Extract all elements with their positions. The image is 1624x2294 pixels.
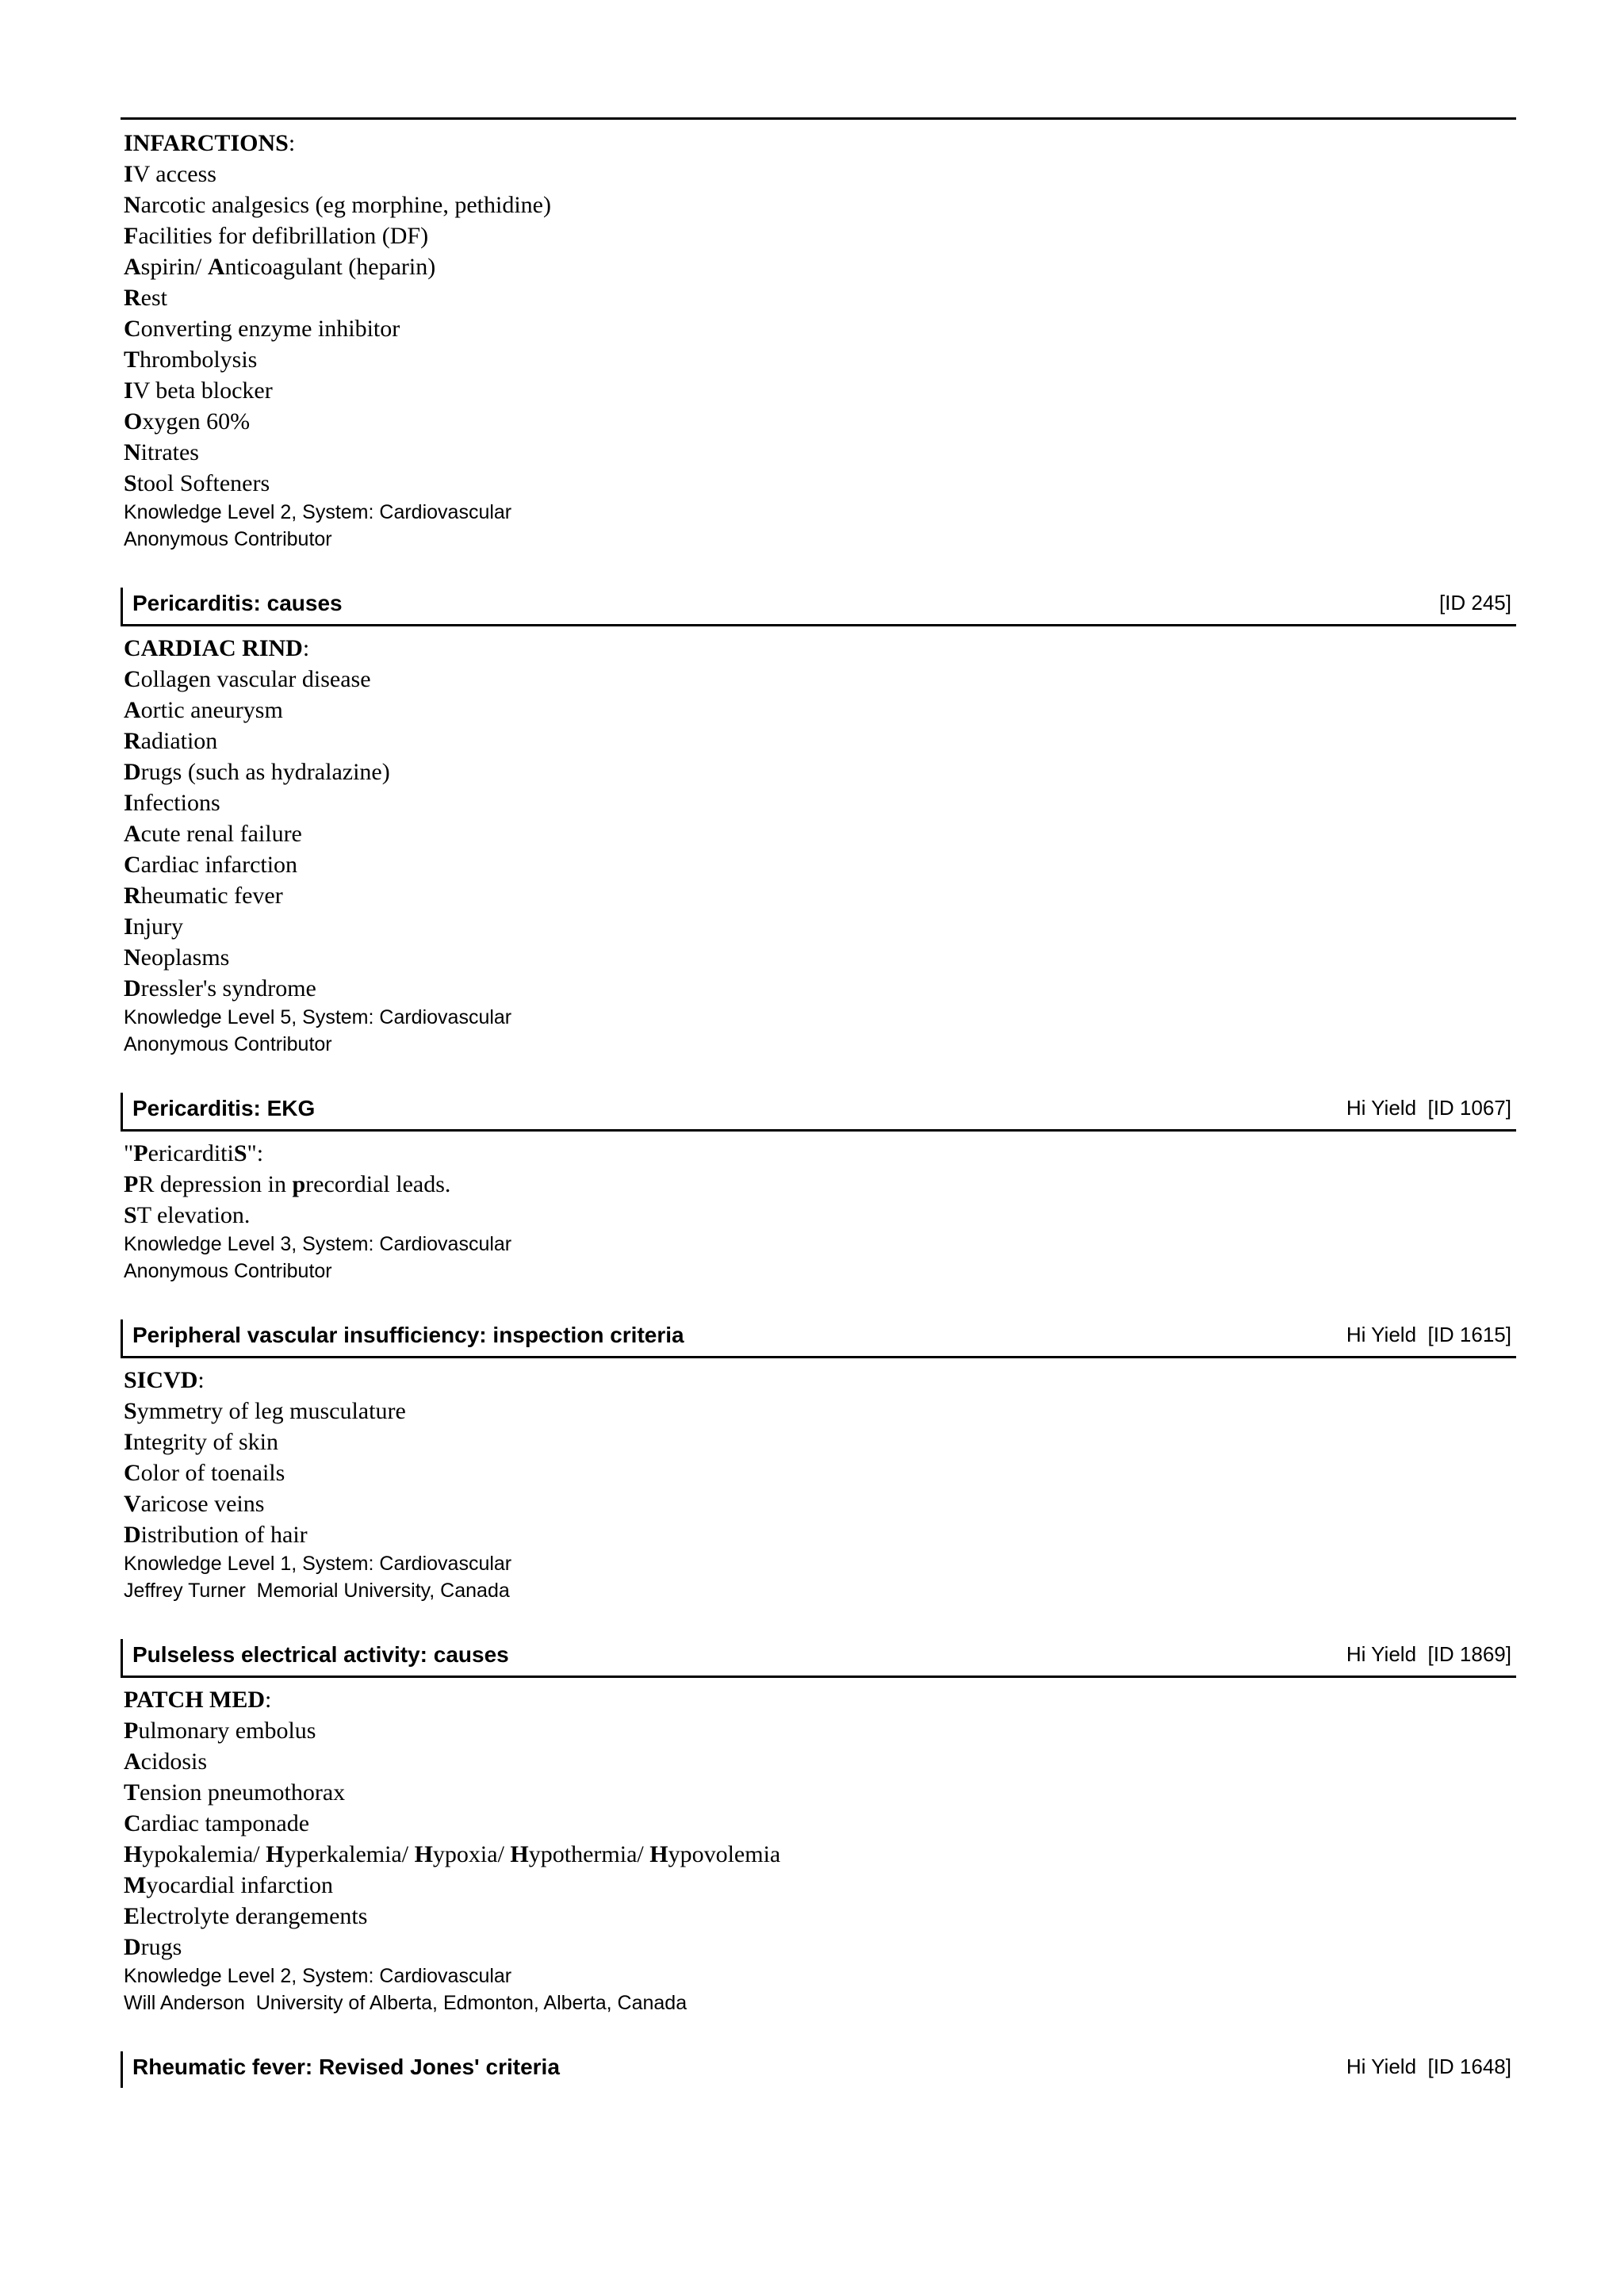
top-rule <box>121 117 1516 120</box>
list-item <box>124 1427 1516 1457</box>
text-segment: : <box>265 1687 272 1713</box>
text-segment: nfections <box>132 790 220 816</box>
list-item <box>124 406 1516 437</box>
mnemonic-heading <box>124 128 1516 159</box>
list-item <box>124 849 1516 880</box>
entry-title: Pericarditis: EKG <box>132 1096 316 1120</box>
mnemonic-letter: I <box>124 913 133 940</box>
text-segment: xygen 60% <box>142 408 251 435</box>
entry-body <box>121 633 1516 1058</box>
mnemonic-letter: N <box>124 192 141 218</box>
text-segment: njury <box>132 913 184 940</box>
mnemonic-letter: A <box>124 254 141 280</box>
list-item <box>124 251 1516 282</box>
list-item <box>124 695 1516 726</box>
mnemonic-letter: S <box>124 1202 137 1228</box>
text-segment: nticoagulant (heparin) <box>224 254 436 280</box>
mnemonic-heading <box>124 1365 1516 1396</box>
text-segment: heumatic fever <box>140 883 283 909</box>
mnemonic-letter: N <box>124 944 141 971</box>
mnemonic-letter: S <box>233 1140 247 1166</box>
text-segment: : <box>288 130 296 156</box>
text-segment: recordial leads. <box>305 1171 451 1197</box>
entry-tags: Hi Yield [ID 1615] <box>1346 1323 1511 1346</box>
list-item <box>124 468 1516 499</box>
text-segment: ardiac infarction <box>140 852 298 878</box>
list-item <box>124 942 1516 973</box>
mnemonic-letter: P <box>124 1171 139 1197</box>
mnemonic-letter: D <box>124 1522 141 1548</box>
text-segment: rugs <box>140 1934 182 1960</box>
entry-body <box>121 1684 1516 2016</box>
text-segment: ulmonary embolus <box>138 1718 316 1744</box>
knowledge-level: Knowledge Level 2, System: Cardiovascular <box>124 501 512 523</box>
mnemonic-letter: D <box>124 1934 141 1960</box>
mnemonic-letter: D <box>124 975 141 1001</box>
text-segment: istribution of hair <box>140 1522 308 1548</box>
mnemonic-letter: C <box>124 852 141 878</box>
mnemonic-letter: A <box>124 821 141 847</box>
list-item <box>124 1870 1516 1901</box>
list-item <box>124 973 1516 1004</box>
contributor: Anonymous Contributor <box>124 528 332 550</box>
text-segment: ntegrity of skin <box>132 1429 278 1455</box>
entry-title: Peripheral vascular insufficiency: inspection criteria <box>132 1323 684 1347</box>
knowledge-level: Knowledge Level 5, System: Cardiovascular <box>124 1006 512 1028</box>
mnemonic-letter: H <box>414 1841 433 1867</box>
mnemonic-letter: E <box>124 1903 140 1929</box>
entry-header <box>121 1319 1516 1358</box>
mnemonic-letter: T <box>124 1779 140 1806</box>
list-item <box>124 437 1516 468</box>
text-segment: ollagen vascular disease <box>140 666 371 692</box>
list-item <box>124 159 1516 190</box>
mnemonic-letter: D <box>124 759 141 785</box>
contributor: Jeffrey Turner Memorial University, Canada <box>124 1580 510 1602</box>
text-segment: ension pneumothorax <box>140 1779 346 1806</box>
list-item <box>124 1808 1516 1839</box>
mnemonic-letter: T <box>124 347 140 373</box>
list-item <box>124 818 1516 849</box>
entry-header <box>121 588 1516 626</box>
contributor: Anonymous Contributor <box>124 1260 332 1282</box>
mnemonic-letter: PATCH MED <box>124 1687 266 1713</box>
mnemonic-letter: SICVD <box>124 1367 198 1393</box>
list-item <box>124 911 1516 942</box>
list-item <box>124 375 1516 406</box>
list-item <box>124 1169 1516 1200</box>
entry-body <box>121 1138 1516 1285</box>
text-segment: cute renal failure <box>140 821 302 847</box>
list-item <box>124 220 1516 251</box>
list-item <box>124 1839 1516 1870</box>
list-item <box>124 664 1516 695</box>
text-segment: ymmetry of leg musculature <box>136 1398 406 1424</box>
text-segment: " <box>124 1140 134 1166</box>
list-item <box>124 1200 1516 1231</box>
text-segment: ypovolemia <box>668 1841 781 1867</box>
mnemonic-letter: H <box>124 1841 143 1867</box>
list-item <box>124 787 1516 818</box>
mnemonic-letter: C <box>124 316 141 342</box>
mnemonic-letter: C <box>124 1460 141 1486</box>
mnemonic-heading <box>124 1138 1516 1169</box>
list-item <box>124 190 1516 220</box>
text-segment: aricose veins <box>140 1491 265 1517</box>
mnemonic-letter: I <box>124 790 133 816</box>
entry-body <box>121 1365 1516 1604</box>
mnemonic-letter: H <box>649 1841 668 1867</box>
mnemonic-letter: R <box>124 285 141 311</box>
text-segment: : <box>197 1367 205 1393</box>
text-segment: olor of toenails <box>140 1460 285 1486</box>
list-item <box>124 1746 1516 1777</box>
entry-header <box>121 1639 1516 1678</box>
list-item <box>124 344 1516 375</box>
text-segment: onverting enzyme inhibitor <box>140 316 400 342</box>
text-segment: yperkalemia/ <box>284 1841 415 1867</box>
text-segment: ypothermia/ <box>528 1841 650 1867</box>
mnemonic-letter: A <box>207 254 225 280</box>
text-segment: spirin/ <box>140 254 208 280</box>
mnemonic-letter: I <box>124 1429 133 1455</box>
text-segment: ressler's syndrome <box>140 975 316 1001</box>
mnemonic-letter: V <box>124 1491 141 1517</box>
list-item <box>124 880 1516 911</box>
list-item <box>124 756 1516 787</box>
mnemonic-letter: I <box>124 161 133 187</box>
entry-tags: Hi Yield [ID 1648] <box>1346 2055 1511 2078</box>
mnemonic-letter: A <box>124 1748 141 1775</box>
text-segment: ericarditi <box>147 1140 234 1166</box>
mnemonic-letter: INFARCTIONS <box>124 130 289 156</box>
text-segment: est <box>140 285 167 311</box>
text-segment: itrates <box>140 439 199 465</box>
list-item <box>124 1488 1516 1519</box>
mnemonic-letter: H <box>510 1841 529 1867</box>
mnemonic-letter: S <box>124 470 137 496</box>
mnemonic-letter: A <box>124 697 141 723</box>
mnemonic-letter: I <box>124 377 133 404</box>
text-segment: R depression in <box>138 1171 293 1197</box>
text-segment: arcotic analgesics (eg morphine, pethidine) <box>140 192 551 218</box>
knowledge-level: Knowledge Level 3, System: Cardiovascular <box>124 1233 512 1255</box>
entry-header <box>121 1093 1516 1132</box>
list-item <box>124 1396 1516 1427</box>
text-segment: ortic aneurysm <box>140 697 283 723</box>
list-item <box>124 1932 1516 1963</box>
mnemonic-letter: p <box>292 1171 306 1197</box>
text-segment: lectrolyte derangements <box>140 1903 368 1929</box>
knowledge-level: Knowledge Level 1, System: Cardiovascular <box>124 1553 512 1575</box>
entry-title: Pericarditis: causes <box>132 591 343 615</box>
text-segment: ": <box>247 1140 264 1166</box>
text-segment: V access <box>132 161 216 187</box>
entry-title: Rheumatic fever: Revised Jones' criteria <box>132 2055 560 2079</box>
mnemonic-letter: P <box>133 1140 148 1166</box>
mnemonic-letter: P <box>124 1718 139 1744</box>
entry-tags: Hi Yield [ID 1067] <box>1346 1096 1511 1120</box>
mnemonic-letter: M <box>124 1872 147 1898</box>
mnemonic-letter: F <box>124 223 139 249</box>
mnemonic-letter: H <box>266 1841 285 1867</box>
text-segment: V beta blocker <box>132 377 273 404</box>
mnemonic-letter: S <box>124 1398 137 1424</box>
mnemonic-letter: C <box>124 1810 141 1836</box>
contributor: Anonymous Contributor <box>124 1033 332 1055</box>
list-item <box>124 1777 1516 1808</box>
text-segment: acilities for defibrillation (DF) <box>138 223 429 249</box>
text-segment: hrombolysis <box>140 347 258 373</box>
entry-tags: [ID 245] <box>1438 591 1511 615</box>
text-segment: ardiac tamponade <box>140 1810 310 1836</box>
contributor: Will Anderson University of Alberta, Edmonton, Alberta, Canada <box>124 1992 688 2014</box>
text-segment: ypoxia/ <box>432 1841 511 1867</box>
list-item <box>124 282 1516 313</box>
entry-tags: Hi Yield [ID 1869] <box>1346 1642 1511 1666</box>
text-segment: ypokalemia/ <box>142 1841 266 1867</box>
list-item <box>124 1715 1516 1746</box>
list-item <box>124 726 1516 756</box>
text-segment: eoplasms <box>140 944 230 971</box>
list-item <box>124 313 1516 344</box>
list-item <box>124 1519 1516 1550</box>
entry-title: Pulseless electrical activity: causes <box>132 1642 509 1667</box>
list-item <box>124 1901 1516 1932</box>
text-segment: cidosis <box>140 1748 208 1775</box>
text-segment: : <box>302 635 310 661</box>
mnemonic-letter: O <box>124 408 143 435</box>
mnemonic-letter: CARDIAC RIND <box>124 635 303 661</box>
mnemonic-letter: N <box>124 439 141 465</box>
text-segment: tool Softeners <box>136 470 270 496</box>
mnemonic-letter: C <box>124 666 141 692</box>
text-segment: adiation <box>140 728 218 754</box>
text-segment: T elevation. <box>136 1202 251 1228</box>
document-page <box>121 117 1516 2094</box>
list-item <box>124 1457 1516 1488</box>
text-segment: rugs (such as hydralazine) <box>140 759 390 785</box>
entry-header <box>121 2051 1516 2088</box>
text-segment: yocardial infarction <box>146 1872 334 1898</box>
mnemonic-letter: R <box>124 728 141 754</box>
mnemonic-heading <box>124 1684 1516 1715</box>
entry-body <box>121 128 1516 553</box>
mnemonic-letter: R <box>124 883 141 909</box>
mnemonic-heading <box>124 633 1516 664</box>
knowledge-level: Knowledge Level 2, System: Cardiovascular <box>124 1965 512 1987</box>
